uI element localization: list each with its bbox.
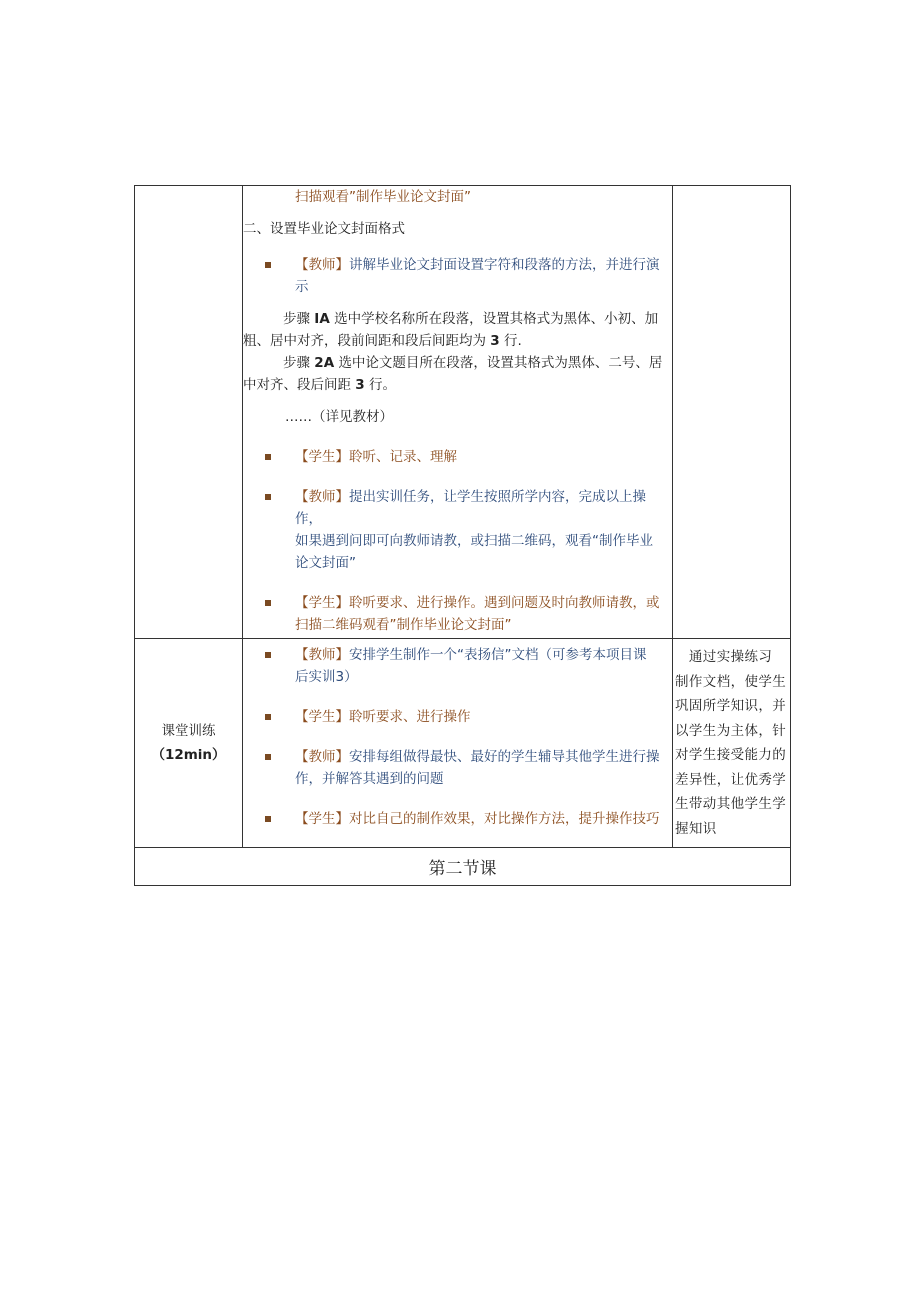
item-text: 讲解毕业论文封面设置字符和段落的方法，并进行演 <box>349 257 660 273</box>
list-item: 【教师】安排每组做得最快、最好的学生辅导其他学生进行操 作，并解答其遇到的问题 <box>243 746 672 790</box>
content-cell <box>243 186 673 639</box>
list-item: 【教师】安排学生制作一个“表扬信”文档（可参考本项目课 后实训3） <box>243 644 672 688</box>
activity-time: （12min） <box>151 747 226 763</box>
list-item: 【学生】聆听、记录、理解 <box>243 446 672 468</box>
step-line-cont: 中对齐、段后间距 3 行。 <box>243 377 396 393</box>
role-label: 【教师】 <box>295 257 349 273</box>
objective-line: 生带动其他学生学 <box>675 796 787 812</box>
intro-line: 扫描观看”制作毕业论文封面” <box>295 189 471 205</box>
square-bullet-icon <box>265 754 271 760</box>
step-line-cont: 粗、居中对齐，段前间距和段后间距均为 3 行. <box>243 333 522 349</box>
objective-cell <box>673 639 791 848</box>
list-item <box>243 254 672 298</box>
left-cell-empty <box>135 186 243 639</box>
square-bullet-icon <box>265 494 271 500</box>
activity-label: 课堂训练 <box>161 723 216 739</box>
section-footer: 第二节课 <box>135 848 791 886</box>
step-line: 步骤 2A 选中论文题目所在段落，设置其格式为黑体、二号、居 <box>283 355 663 371</box>
table-row <box>135 848 791 886</box>
square-bullet-icon <box>265 600 271 606</box>
objective-line: 对学生接受能力的 <box>675 747 787 763</box>
list-item: 【学生】聆听要求、进行操作 <box>243 706 672 728</box>
objective-line: 巩固所学知识，并 <box>675 698 787 714</box>
detail-note: ……（详见教材） <box>285 409 393 425</box>
table-row <box>135 186 791 639</box>
objective-line: 握知识 <box>675 820 717 837</box>
lesson-plan-table <box>134 185 791 886</box>
square-bullet-icon <box>265 714 271 720</box>
objective-line: 差异性，让优秀学 <box>675 771 787 788</box>
square-bullet-icon <box>265 816 271 822</box>
section-title: 二、设置毕业论文封面格式 <box>243 221 405 237</box>
square-bullet-icon <box>265 262 271 268</box>
square-bullet-icon <box>265 652 271 658</box>
table-row <box>135 639 791 848</box>
square-bullet-icon <box>265 454 271 460</box>
item-text-cont: 示 <box>295 279 309 295</box>
objective-line: 制作文档，使学生 <box>675 673 787 690</box>
content-cell <box>243 639 673 848</box>
right-cell-empty <box>673 186 791 639</box>
objective-line: 以学生为主体，针 <box>675 722 787 739</box>
activity-label-cell <box>135 639 243 848</box>
list-item: 【学生】对比自己的制作效果，对比操作方法，提升操作技巧 <box>243 808 672 830</box>
list-item: 【学生】聆听要求、进行操作。遇到问题及时向教师请教，或 扫描二维码观看”制作毕业论文封面” <box>243 592 672 636</box>
step-line: 步骤 IA 选中学校名称所在段落，设置其格式为黑体、小初、加 <box>283 311 659 327</box>
objective-line: 通过实操练习 <box>675 649 773 665</box>
list-item: 【教师】提出实训任务，让学生按照所学内容，完成以上操作， 如果遇到问即可向教师请教，或扫描二维码，观看“制作毕业 论文封面” <box>243 486 672 574</box>
